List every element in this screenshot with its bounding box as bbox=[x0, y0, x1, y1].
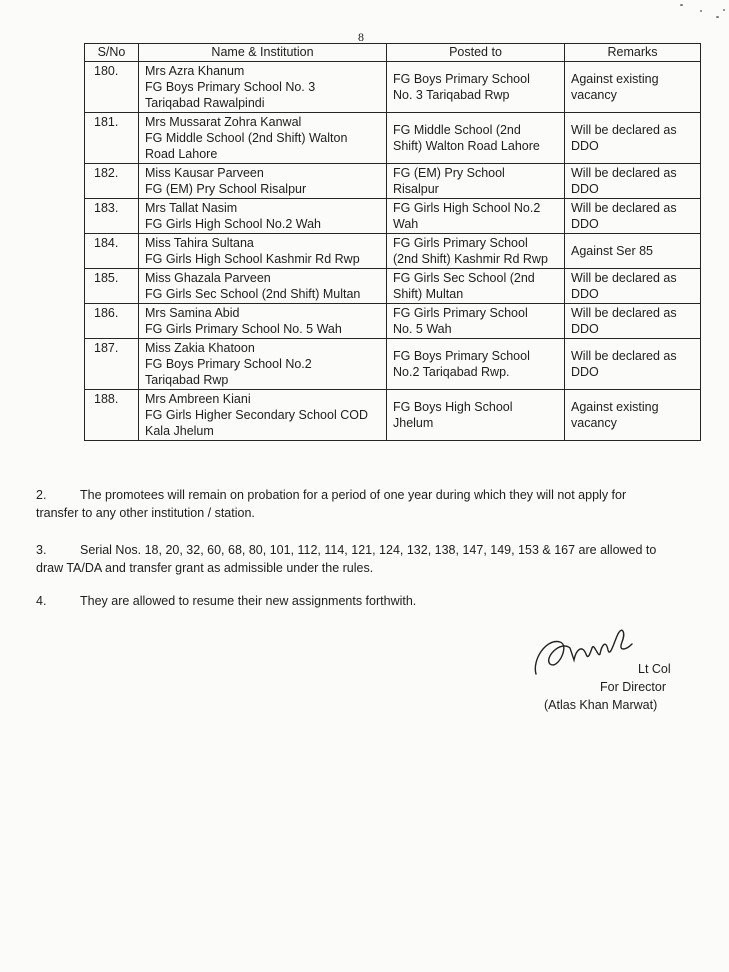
name-institution-cell-line: FG Girls High School Kashmir Rd Rwp bbox=[145, 252, 360, 266]
name-institution-cell bbox=[139, 269, 387, 304]
remarks-cell-line: DDO bbox=[571, 217, 599, 231]
table-header-row bbox=[85, 44, 701, 62]
posted-to-cell-line: FG Boys Primary School bbox=[393, 349, 530, 363]
posted-to-cell bbox=[387, 390, 565, 441]
table-row bbox=[85, 304, 701, 339]
signatory-name: (Atlas Khan Marwat) bbox=[544, 698, 658, 712]
posted-to-cell bbox=[387, 234, 565, 269]
posted-to-cell-line: FG Boys Primary School bbox=[393, 72, 530, 86]
remarks-cell-line: DDO bbox=[571, 322, 599, 336]
name-institution-cell-line: FG Girls Primary School No. 5 Wah bbox=[145, 322, 342, 336]
name-institution-cell bbox=[139, 304, 387, 339]
table-body bbox=[85, 62, 701, 441]
paragraph-line: Serial Nos. 18, 20, 32, 60, 68, 80, 101, 112, 114, 121, 124, 132, 138, 147, 149, 153 & 167 are allowed to bbox=[80, 543, 657, 557]
remarks-cell-line: DDO bbox=[571, 139, 599, 153]
name-institution-cell bbox=[139, 234, 387, 269]
scan-speck bbox=[723, 9, 725, 11]
name-institution-cell-line: Mrs Ambreen Kiani bbox=[145, 392, 251, 406]
remarks-cell-line: Will be declared as bbox=[571, 166, 677, 180]
remarks-cell bbox=[565, 269, 701, 304]
header-sno: S/No bbox=[85, 44, 139, 62]
name-institution-cell-line: Miss Kausar Parveen bbox=[145, 166, 264, 180]
paragraph-line: draw TA/DA and transfer grant as admissible under the rules. bbox=[36, 561, 374, 575]
posted-to-cell-line: No.2 Tariqabad Rwp. bbox=[393, 365, 510, 379]
header-name-institution: Name & Institution bbox=[139, 44, 387, 62]
table-row bbox=[85, 269, 701, 304]
name-institution-cell-line: Mrs Tallat Nasim bbox=[145, 201, 238, 215]
signatory-rank: Lt Col bbox=[638, 662, 671, 676]
posted-to-cell bbox=[387, 339, 565, 390]
name-institution-cell-line: Miss Tahira Sultana bbox=[145, 236, 254, 250]
remarks-cell-line: Will be declared as bbox=[571, 123, 677, 137]
name-institution-cell-line: Mrs Mussarat Zohra Kanwal bbox=[145, 115, 302, 129]
table-row bbox=[85, 164, 701, 199]
posted-to-cell-line: Shift) Multan bbox=[393, 287, 464, 301]
remarks-cell-line: vacancy bbox=[571, 88, 617, 102]
serial-number-cell: 183. bbox=[85, 199, 139, 234]
paragraph-2 bbox=[36, 486, 696, 522]
paragraph-4 bbox=[36, 592, 696, 610]
serial-number-cell: 187. bbox=[85, 339, 139, 390]
paragraph-number: 4. bbox=[36, 594, 47, 608]
serial-number-cell: 186. bbox=[85, 304, 139, 339]
name-institution-cell-line: Road Lahore bbox=[145, 147, 218, 161]
name-institution-cell bbox=[139, 339, 387, 390]
name-institution-cell bbox=[139, 164, 387, 199]
table-row bbox=[85, 199, 701, 234]
remarks-cell-line: DDO bbox=[571, 182, 599, 196]
paragraph-number: 2. bbox=[36, 488, 47, 502]
serial-number-cell: 188. bbox=[85, 390, 139, 441]
serial-number-cell: 181. bbox=[85, 113, 139, 164]
name-institution-cell-line: Mrs Samina Abid bbox=[145, 306, 240, 320]
handwritten-signature bbox=[530, 620, 640, 680]
scan-speck bbox=[680, 4, 683, 6]
name-institution-cell-line: FG Girls Sec School (2nd Shift) Multan bbox=[145, 287, 361, 301]
serial-number-cell: 184. bbox=[85, 234, 139, 269]
paragraph-3 bbox=[36, 541, 696, 577]
table-row bbox=[85, 339, 701, 390]
name-institution-cell-line: Kala Jhelum bbox=[145, 424, 214, 438]
posted-to-cell-line: FG (EM) Pry School bbox=[393, 166, 505, 180]
posted-to-cell-line: FG Girls High School No.2 bbox=[393, 201, 541, 215]
posted-to-cell-line: FG Boys High School bbox=[393, 400, 513, 414]
remarks-cell-line: Against existing bbox=[571, 400, 659, 414]
serial-number-cell: 182. bbox=[85, 164, 139, 199]
posted-to-cell-line: Shift) Walton Road Lahore bbox=[393, 139, 540, 153]
name-institution-cell-line: FG Girls Higher Secondary School COD bbox=[145, 408, 368, 422]
name-institution-cell-line: Miss Zakia Khatoon bbox=[145, 341, 255, 355]
posted-to-cell-line: No. 5 Wah bbox=[393, 322, 452, 336]
remarks-cell-line: Will be declared as bbox=[571, 306, 677, 320]
name-institution-cell-line: FG (EM) Pry School Risalpur bbox=[145, 182, 307, 196]
posted-to-cell-line: Jhelum bbox=[393, 416, 434, 430]
remarks-cell bbox=[565, 339, 701, 390]
posted-to-cell-line: FG Girls Primary School bbox=[393, 236, 528, 250]
posted-to-cell bbox=[387, 269, 565, 304]
remarks-cell-line: DDO bbox=[571, 287, 599, 301]
table-row bbox=[85, 113, 701, 164]
header-remarks: Remarks bbox=[565, 44, 701, 62]
name-institution-cell-line: FG Girls High School No.2 Wah bbox=[145, 217, 321, 231]
remarks-cell bbox=[565, 304, 701, 339]
name-institution-cell bbox=[139, 199, 387, 234]
posted-to-cell-line: FG Girls Primary School bbox=[393, 306, 528, 320]
table-row bbox=[85, 390, 701, 441]
posted-to-cell-line: Risalpur bbox=[393, 182, 439, 196]
posted-to-cell-line: No. 3 Tariqabad Rwp bbox=[393, 88, 510, 102]
posted-to-cell bbox=[387, 304, 565, 339]
posted-to-cell-line: FG Girls Sec School (2nd bbox=[393, 271, 535, 285]
paragraph-line: transfer to any other institution / station. bbox=[36, 506, 255, 520]
name-institution-cell bbox=[139, 390, 387, 441]
remarks-cell-line: DDO bbox=[571, 365, 599, 379]
name-institution-cell-line: FG Middle School (2nd Shift) Walton bbox=[145, 131, 348, 145]
remarks-cell bbox=[565, 390, 701, 441]
name-institution-cell-line: Tariqabad Rwp bbox=[145, 373, 229, 387]
remarks-cell-line: Will be declared as bbox=[571, 201, 677, 215]
remarks-cell bbox=[565, 234, 701, 269]
posted-to-cell-line: (2nd Shift) Kashmir Rd Rwp bbox=[393, 252, 548, 266]
posted-to-cell bbox=[387, 199, 565, 234]
name-institution-cell-line: FG Boys Primary School No.2 bbox=[145, 357, 312, 371]
remarks-cell-line: Will be declared as bbox=[571, 271, 677, 285]
remarks-cell-line: Will be declared as bbox=[571, 349, 677, 363]
scan-speck bbox=[716, 16, 719, 18]
posted-to-cell bbox=[387, 113, 565, 164]
remarks-cell-line: Against existing bbox=[571, 72, 659, 86]
signatory-role: For Director bbox=[600, 680, 666, 694]
name-institution-cell bbox=[139, 62, 387, 113]
posted-to-cell-line: FG Middle School (2nd bbox=[393, 123, 521, 137]
name-institution-cell bbox=[139, 113, 387, 164]
serial-number-cell: 180. bbox=[85, 62, 139, 113]
posted-to-cell bbox=[387, 164, 565, 199]
name-institution-cell-line: Miss Ghazala Parveen bbox=[145, 271, 271, 285]
paragraph-line: They are allowed to resume their new assignments forthwith. bbox=[80, 594, 417, 608]
promotion-table bbox=[84, 43, 701, 441]
paragraph-number: 3. bbox=[36, 543, 47, 557]
scan-speck bbox=[700, 10, 702, 12]
posted-to-cell bbox=[387, 62, 565, 113]
header-posted-to: Posted to bbox=[387, 44, 565, 62]
name-institution-cell-line: Mrs Azra Khanum bbox=[145, 64, 245, 78]
name-institution-cell-line: Tariqabad Rawalpindi bbox=[145, 96, 265, 110]
remarks-cell bbox=[565, 199, 701, 234]
remarks-cell-line: vacancy bbox=[571, 416, 617, 430]
remarks-cell bbox=[565, 113, 701, 164]
serial-number-cell: 185. bbox=[85, 269, 139, 304]
posted-to-cell-line: Wah bbox=[393, 217, 419, 231]
name-institution-cell-line: FG Boys Primary School No. 3 bbox=[145, 80, 316, 94]
table-row bbox=[85, 62, 701, 113]
remarks-cell bbox=[565, 62, 701, 113]
table-row bbox=[85, 234, 701, 269]
remarks-cell-line: Against Ser 85 bbox=[571, 244, 653, 258]
remarks-cell bbox=[565, 164, 701, 199]
page-number: 8 bbox=[358, 30, 364, 44]
paragraph-line: The promotees will remain on probation for a period of one year during which they will not apply for bbox=[80, 488, 627, 502]
